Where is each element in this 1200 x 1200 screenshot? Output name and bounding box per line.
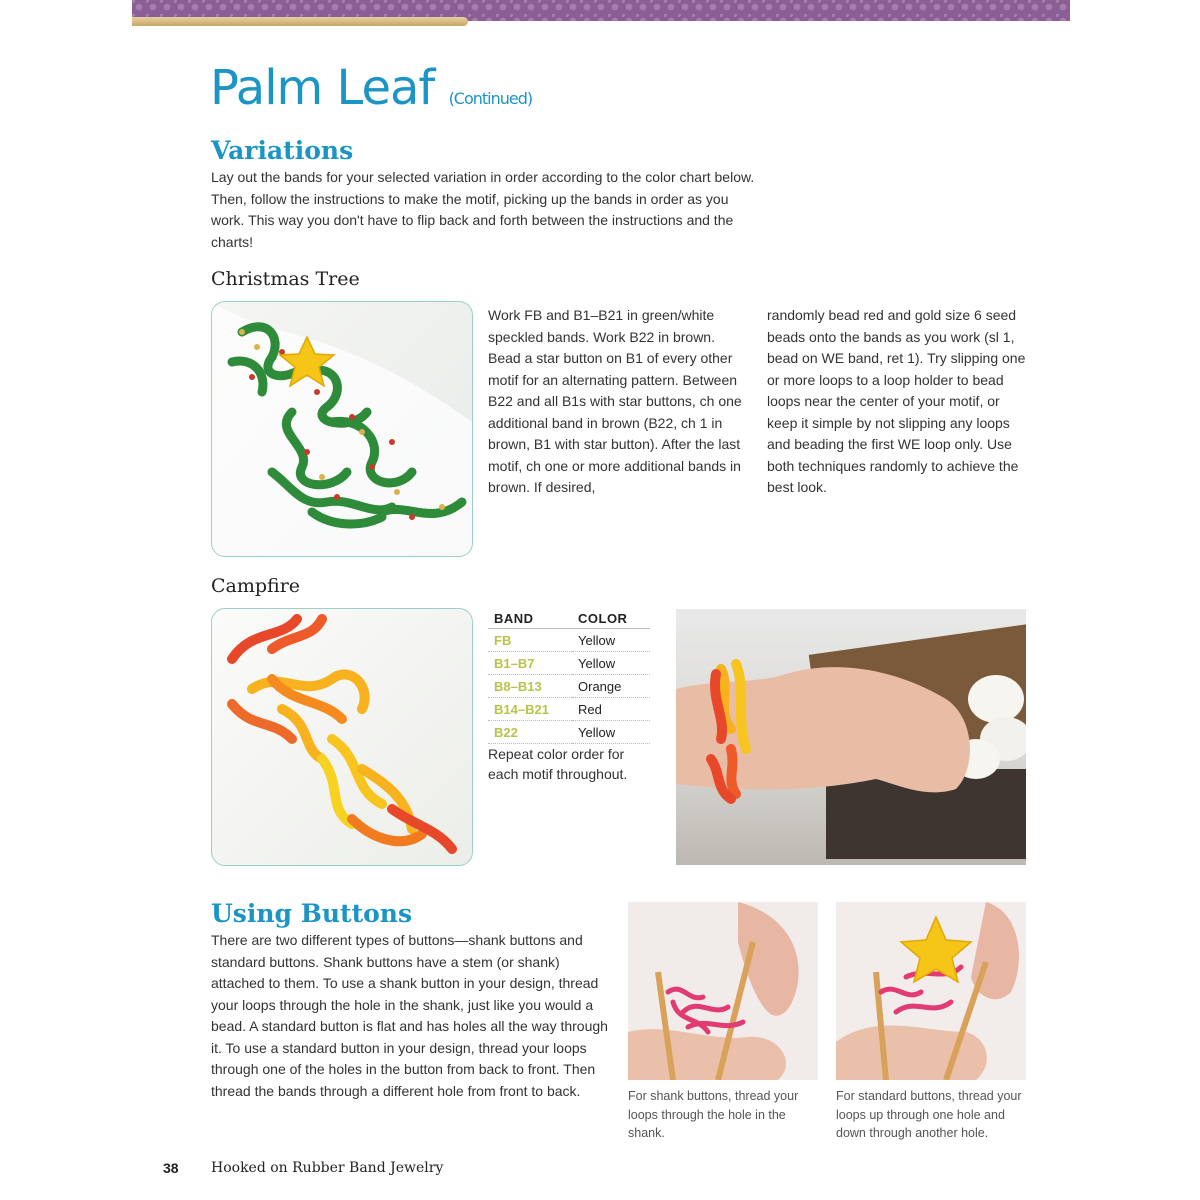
campfire-illustration	[212, 609, 472, 865]
shank-button-illustration	[628, 902, 818, 1080]
campfire-color-chart	[488, 609, 650, 744]
book-title-footer: Hooked on Rubber Band Jewelry	[211, 1160, 444, 1176]
color-cell: Yellow	[572, 652, 650, 675]
shank-button-caption: For shank buttons, thread your loops through the hole in the shank.	[628, 1089, 799, 1140]
band-cell: B14–B21	[488, 698, 572, 721]
chart-header-row	[488, 609, 650, 629]
table-row	[488, 652, 650, 675]
band-cell: B1–B7	[488, 652, 572, 675]
using-buttons-text: There are two different types of buttons—shank buttons and standard buttons. Shank buttons have a stem (or shank) attached to them. To use a shank button in your design, thread your loops through the hole in the shank, just like you would a bead. A standard button is flat and has holes all the way through it. To use a standard button in your design, thread your loops through one of the holes in the button from back to front. Then thread the bands through a different hole from front to back.	[211, 932, 608, 1099]
christmas-tree-text-col2: randomly bead red and gold size 6 seed beads onto the bands as you work (sl 1, bead on WE band, ret 1). Try slipping one or more loops to a loop holder to bead loops near the center of your motif, or keep it simple by not slipping any loops and beading the first WE loop only. Use both techniques randomly to achieve the best look.	[767, 307, 1026, 495]
chart-header-band: BAND	[488, 609, 572, 629]
using-buttons-heading: Using Buttons	[211, 899, 413, 928]
band-cell: B22	[488, 721, 572, 744]
table-row	[488, 698, 650, 721]
christmas-tree-photo	[211, 301, 473, 557]
campfire-heading: Campfire	[211, 575, 301, 597]
color-chart-table	[488, 609, 650, 744]
wrist-bracelet-illustration	[676, 609, 1026, 865]
band-cell: FB	[488, 629, 572, 652]
color-cell: Yellow	[572, 629, 650, 652]
christmas-tree-heading: Christmas Tree	[211, 268, 360, 290]
campfire-note: Repeat color order for each motif throughout.	[488, 746, 628, 782]
christmas-tree-text-col1: Work FB and B1–B21 in green/white speckled bands. Work B22 in brown. Bead a star button on B1 of every other motif for an alternating pattern. Between B22 and all B1s with star buttons, ch one additional band in brown (B22, ch 1 in brown, B1 with star button). After the last motif, ch one or more additional bands in brown. If desired,	[488, 307, 742, 495]
table-row	[488, 721, 650, 744]
chart-header-color: COLOR	[572, 609, 650, 629]
christmas-tree-illustration	[212, 302, 472, 556]
table-row	[488, 675, 650, 698]
standard-button-illustration	[836, 902, 1026, 1080]
page-title-suffix: (Continued)	[448, 89, 533, 108]
standard-button-photo	[836, 902, 1026, 1080]
page-title-text: Palm Leaf	[210, 60, 435, 116]
band-cell: B8–B13	[488, 675, 572, 698]
table-row	[488, 629, 650, 652]
color-cell: Orange	[572, 675, 650, 698]
shank-button-photo	[628, 902, 818, 1080]
color-cell: Yellow	[572, 721, 650, 744]
standard-button-caption: For standard buttons, thread your loops up through one hole and down through another hole.	[836, 1089, 1022, 1140]
campfire-photo	[211, 608, 473, 866]
gold-header-bar	[132, 17, 468, 26]
page-title	[210, 60, 532, 116]
variations-intro: Lay out the bands for your selected variation in order according to the color chart below. Then, follow the instructions to make the motif, picking up the bands in order as you work. This way you don't have to flip back and forth between the instructions and the charts!	[211, 169, 755, 250]
campfire-wrist-photo	[676, 609, 1026, 865]
variations-heading: Variations	[211, 136, 354, 165]
color-cell: Red	[572, 698, 650, 721]
page-number: 38	[163, 1160, 179, 1176]
